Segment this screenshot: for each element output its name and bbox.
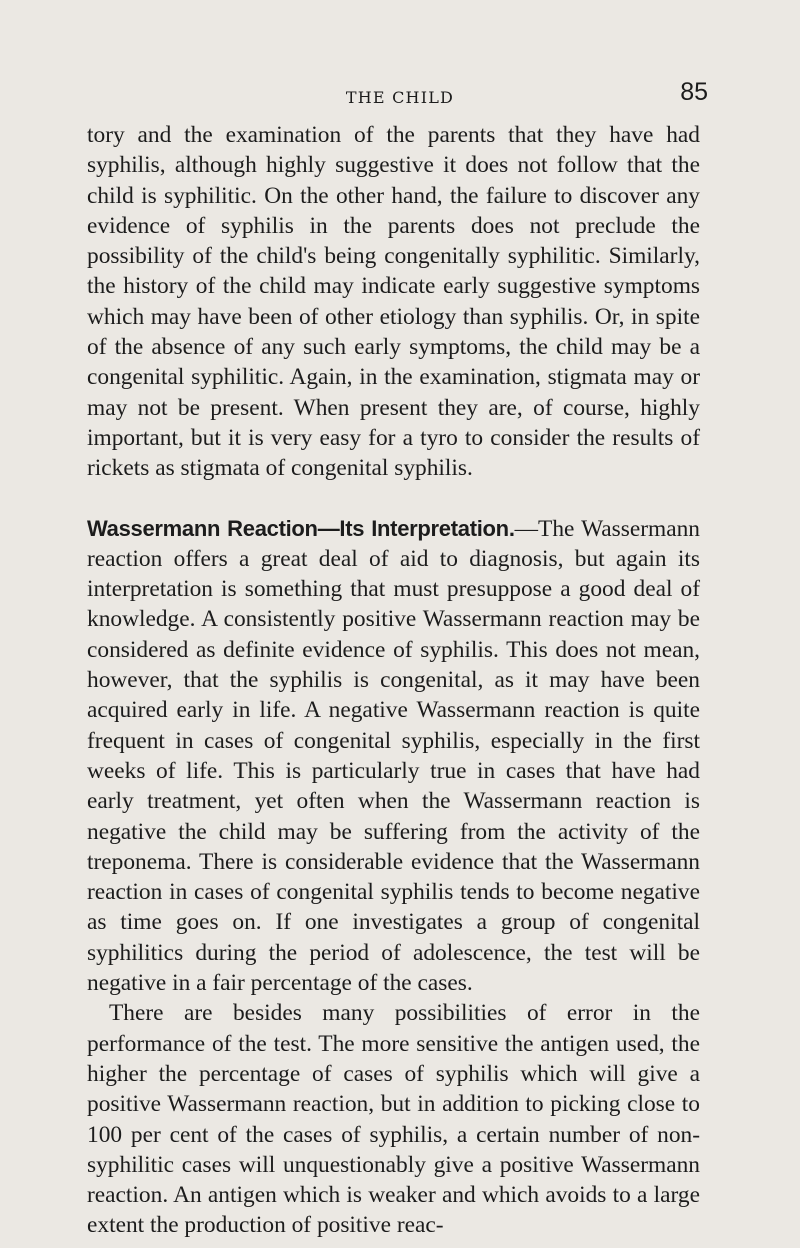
body-text [87, 120, 700, 1241]
page-number: 85 [680, 78, 708, 106]
page-header [0, 78, 800, 118]
paragraph-errors: There are besides many possibilities of error in the performance of the test. The more sensitive the antigen used, the higher the percentage of cases of syphilis which will give a positive Wassermann reaction, but in addition to picking close to 100 per cent of the cases of syphilis, a certain number of non-syphilitic cases will unquestionably give a positive Wassermann reaction. An antigen which is weaker and which avoids to a large extent the production of positive reac- [87, 1000, 700, 1239]
paragraph-continuation: tory and the examination of the parents that they have had syphilis, although highly suggestive it does not follow that the child is syphilitic. On the other hand, the failure to discover any evidence of syphilis in the parents does not preclude the possibility of the child's being congenitally syphilitic. Similarly, the history of the child may indicate early suggestive symptoms which may have been of other etiology than syphilis. Or, in spite of the absence of any such early symptoms, the child may be a congenital syphilitic. Again, in the examination, stigmata may or may not be present. When present they are, of course, highly important, but it is very easy for a tyro to consider the results of rickets as stigmata of congenital syphilis. [87, 122, 700, 482]
running-head: THE CHILD [345, 88, 455, 107]
section-heading: Wassermann Reaction—Its Interpretation. [87, 515, 515, 541]
paragraph-wassermann [87, 514, 700, 999]
paragraph-wassermann-body: —The Wassermann reaction offers a great deal of aid to diagnosis, but again its interpretation is something that must presuppose a good deal of knowledge. A consistently positive Wassermann reaction may be considered as definite evidence of syphilis. This does not mean, however, that the syphilis is congenital, as it may have been acquired early in life. A negative Wassermann reaction is quite frequent in cases of congenital syphilis, especially in the first weeks of life. This is particularly true in cases that have had early treatment, yet often when the Wassermann reaction is negative the child may be suffering from the activity of the treponema. There is considerable evidence that the Wassermann reaction in cases of congenital syphilis tends to become negative as time goes on. If one investigates a group of congenital syphilitics during the period of adolescence, the test will be negative in a fair percentage of the cases. [87, 515, 700, 997]
